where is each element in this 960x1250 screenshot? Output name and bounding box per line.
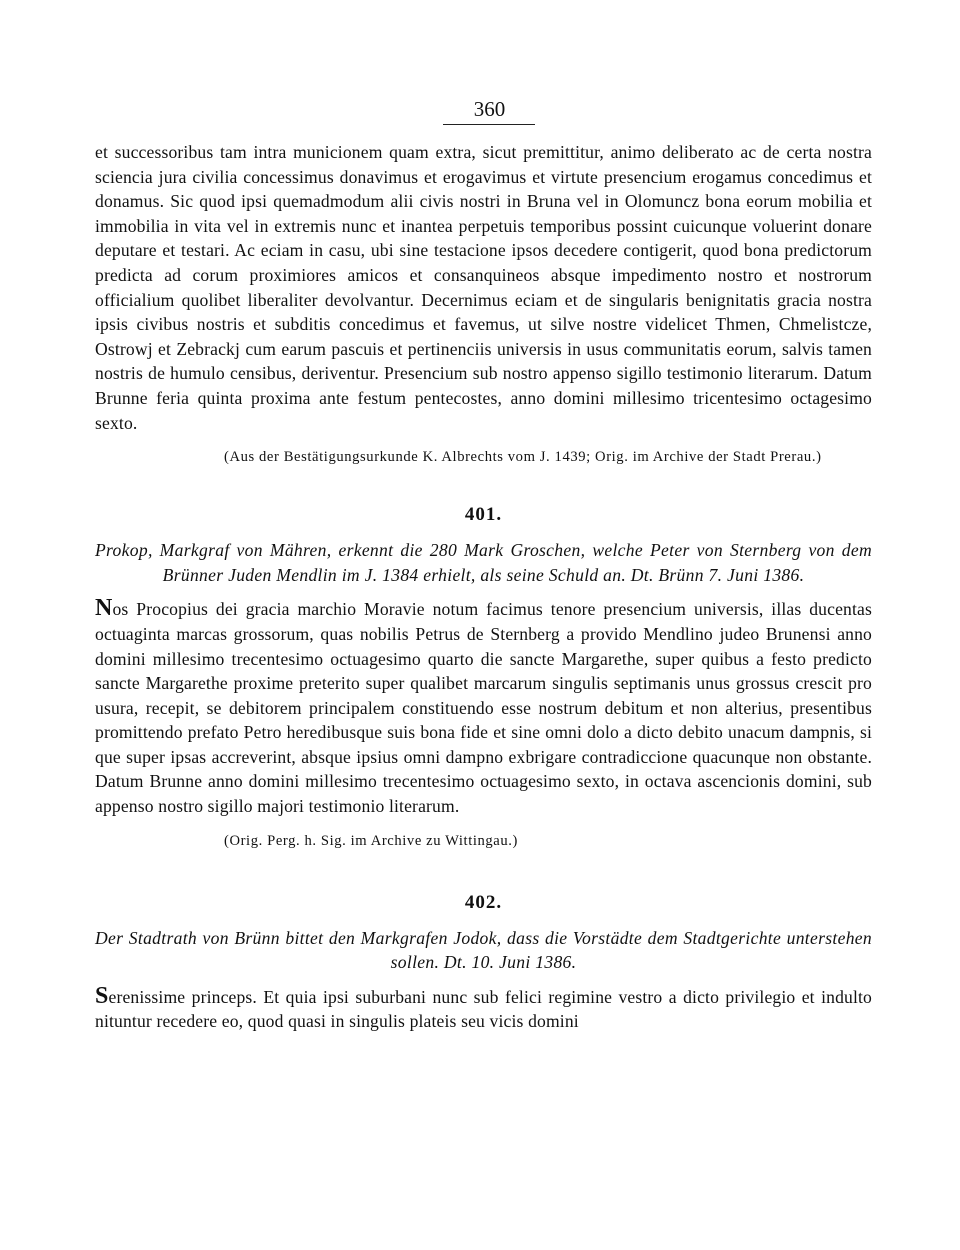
regest-401: Prokop, Markgraf von Mähren, erkennt die 280 Mark Groschen, welche Peter von Sternberg von dem Brünner Juden Mendlin im J. 1384 erhielt, als seine Schuld an. Dt. Brünn 7. Juni 1386.: [95, 540, 872, 585]
initial-letter-401: N: [95, 595, 113, 622]
charter-text-401: [95, 597, 872, 818]
page-number-rule: [443, 124, 535, 125]
continuation-source-note: (Aus der Bestätigungsurkunde K. Albrechts vom J. 1439; Orig. im Archive der Stadt Prerau.): [224, 449, 822, 466]
document-page: [95, 96, 872, 1034]
charter-body-401: os Procopius dei gracia marchio Moravie notum facimus tenore presencium universis, illas ducentas octuaginta marcas grossorum, quas nobilis Petrus de Sternberg a provido Mendlino judeo Brunensi anno domini millesimo trecentesimo octuagesimo quarto die sancte Margarethe, super quibus a festo predicto sancte Margarethe proxime preterito super qualibet marcarum singulis septimanis unus grossus crescit pro usura, recepit, se debitorem principalem constituendo esse nostrum debitum et non alterius, presentibus promittendo prefato Petro heredibusque suis bona fide et sine omni dolo a dicto debito unacum dampnis, si que super ipsas accreverint, absque ipsius omni dampno exbrigare contradiccione quacunque non obstante. Datum Brunne anno domini millesimo trecentesimo octuagesimo sexto, in octava ascencionis domini, sub appenso nostro sigillo majori testimonio literarum.: [95, 599, 872, 817]
regest-402: Der Stadtrath von Brünn bittet den Markgrafen Jodok, dass die Vorstädte dem Stadtgerichte unterstehen sollen. Dt. 10. Juni 1386.: [95, 927, 872, 973]
continuation-text: et successoribus tam intra municionem quam extra, sicut premittitur, animo deliberato ac de certa nostra sciencia jura civilia concessimus donavimus et erogavimus et virtute presencium erogamus concedimus et donamus. Sic quod ipsi quemadmodum alii civis nostri in Bruna vel in Olomuncz bona eorum mobilia et immobilia in vita vel in extremis nunc et inantea perpetuis temporibus possint cuicunque voluerint donare deputare et testari. Ac eciam in casu, ubi sine testacione ipsos decedere contigerit, quod bona predictorum predicta ad corum proximiores amicos et consanquineos absque impedimento nostro et nostrorum officialium quolibet liberaliter devolvantur. Decernimus eciam et de singularis benignitatis gracia nostra ipsis civibus nostris et subditis concedimus et favemus, ut silve nostre videlicet Thmen, Chmelistcze, Ostrowj et Zebrackj cum earum pascuis et pertinenciis universis in usus communitatis eorum, salvis tamen nostris de humulo censibus, deriventur. Presencium sub nostro appenso sigillo testimonio literarum. Datum Brunne feria quinta proxima ante festum pentecostes, anno domini millesimo tricentesimo octagesimo sexto.: [95, 142, 872, 433]
document-number-402: 402.: [464, 891, 503, 913]
document-number-401: 401.: [464, 504, 503, 526]
initial-letter-402: S: [95, 982, 109, 1009]
charter-text-402: [95, 982, 872, 1034]
charter-body-402: erenissime princeps. Et quia ipsi suburbani nunc sub felici regimine vestro a dicto privilegio et indulto nituntur recedere eo, quod quasi in singulis plateis seu vicis domini: [95, 986, 872, 1032]
page-number: 360: [473, 97, 506, 121]
source-note-401: (Orig. Perg. h. Sig. im Archive zu Wittingau.): [224, 832, 518, 849]
